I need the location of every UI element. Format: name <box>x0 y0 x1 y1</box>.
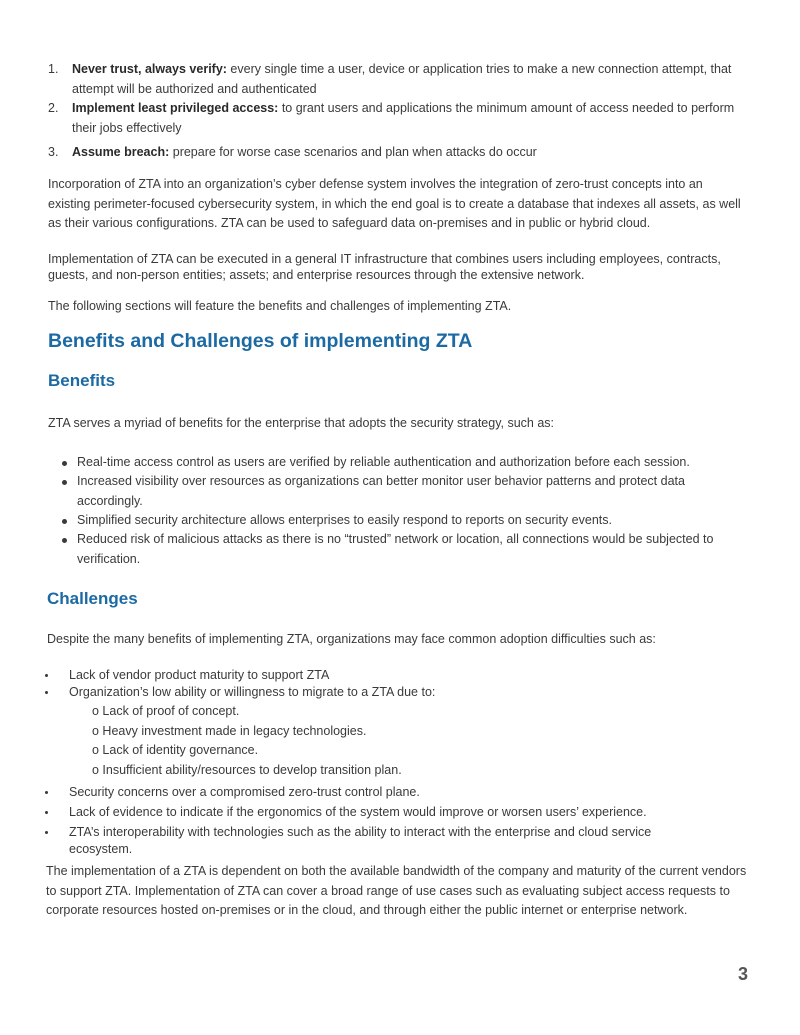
paragraph-incorporation: Incorporation of ZTA into an organization’s cyber defense system involves the integration of zero-trust concepts into an existing perimeter-focused cybersecurity system, in which the end goal is to create a database that indexes all assets, as well as their various configurations. ZTA can be used to safeguard data on-premises and in public or hybrid cloud. <box>48 177 741 230</box>
item-number: 2. <box>48 101 59 115</box>
bullet-icon <box>45 811 48 814</box>
section-heading: Benefits and Challenges of implementing ZTA <box>48 330 473 352</box>
item-number: 3. <box>48 145 59 159</box>
item-text <box>72 60 744 99</box>
subsection-heading-benefits: Benefits <box>48 371 116 390</box>
item-text <box>72 99 744 138</box>
benefit-text: Increased visibility over resources as organizations can better monitor user behavior patterns and protect data accordingly. <box>77 474 685 508</box>
challenges-intro: Despite the many benefits of implementing ZTA, organizations may face common adoption difficulties such as: <box>47 632 656 646</box>
benefit-text: Real-time access control as users are verified by reliable authentication and authorization before each session. <box>77 455 690 469</box>
subsection-heading-challenges: Challenges <box>47 589 138 608</box>
item-body: every single time a user, device or application tries to make a new connection attempt, that attempt will be authorized and authenticated <box>72 62 732 96</box>
item-body: to grant users and applications the minimum amount of access needed to perform their jobs effectively <box>72 101 735 135</box>
bullet-icon <box>45 831 48 834</box>
bullet-icon <box>45 691 48 694</box>
item-number: 1. <box>48 62 59 76</box>
item-bold-lead: Assume breach: <box>72 145 170 159</box>
sub-item: o Lack of proof of concept. <box>92 704 240 718</box>
page-number: 3 <box>737 964 748 984</box>
challenge-text: Organization’s low ability or willingness to migrate to a ZTA due to: <box>69 685 436 699</box>
challenge-text: Security concerns over a compromised zero-trust control plane. <box>69 785 420 799</box>
challenge-text: ZTA’s interoperability with technologies such as the ability to interact with the enterprise and cloud service ecosystem. <box>69 825 652 856</box>
sub-item: o Heavy investment made in legacy technologies. <box>92 724 367 738</box>
bullet-icon <box>45 674 48 677</box>
benefits-intro: ZTA serves a myriad of benefits for the enterprise that adopts the security strategy, such as: <box>48 416 555 430</box>
bullet-icon <box>62 461 67 466</box>
challenge-text: Lack of vendor product maturity to support ZTA <box>69 668 330 682</box>
closing-paragraph: The implementation of a ZTA is dependent on both the available bandwidth of the company and maturity of the current vendors to support ZTA. Implementation of ZTA can cover a broad range of use cases such as evaluating subject access requests to corporate resources hosted on-premises or in the cloud, and through either the public internet or enterprise network. <box>46 864 747 917</box>
item-bold-lead: Implement least privileged access: <box>72 101 279 115</box>
bullet-icon <box>45 791 48 794</box>
sub-item: o Lack of identity governance. <box>92 743 259 757</box>
bullet-icon <box>62 480 67 485</box>
item-text <box>72 143 744 163</box>
paragraph-implementation: Implementation of ZTA can be executed in a general IT infrastructure that combines users including employees, contracts, guests, and non-person entities; assets; and enterprise resources through the extensive network. <box>48 252 721 282</box>
bullet-icon <box>62 538 67 543</box>
challenge-text: Lack of evidence to indicate if the ergonomics of the system would improve or worsen users’ experience. <box>69 805 647 819</box>
paragraph-following-sections: The following sections will feature the benefits and challenges of implementing ZTA. <box>48 299 512 313</box>
benefit-text: Simplified security architecture allows enterprises to easily respond to reports on security events. <box>77 513 612 527</box>
sub-item: o Insufficient ability/resources to develop transition plan. <box>92 763 402 777</box>
item-bold-lead: Never trust, always verify: <box>72 62 227 76</box>
benefit-text: Reduced risk of malicious attacks as there is no “trusted” network or location, all connections would be subjected to verification. <box>77 532 714 566</box>
item-body: prepare for worse case scenarios and plan when attacks do occur <box>169 145 537 159</box>
bullet-icon <box>62 519 67 524</box>
